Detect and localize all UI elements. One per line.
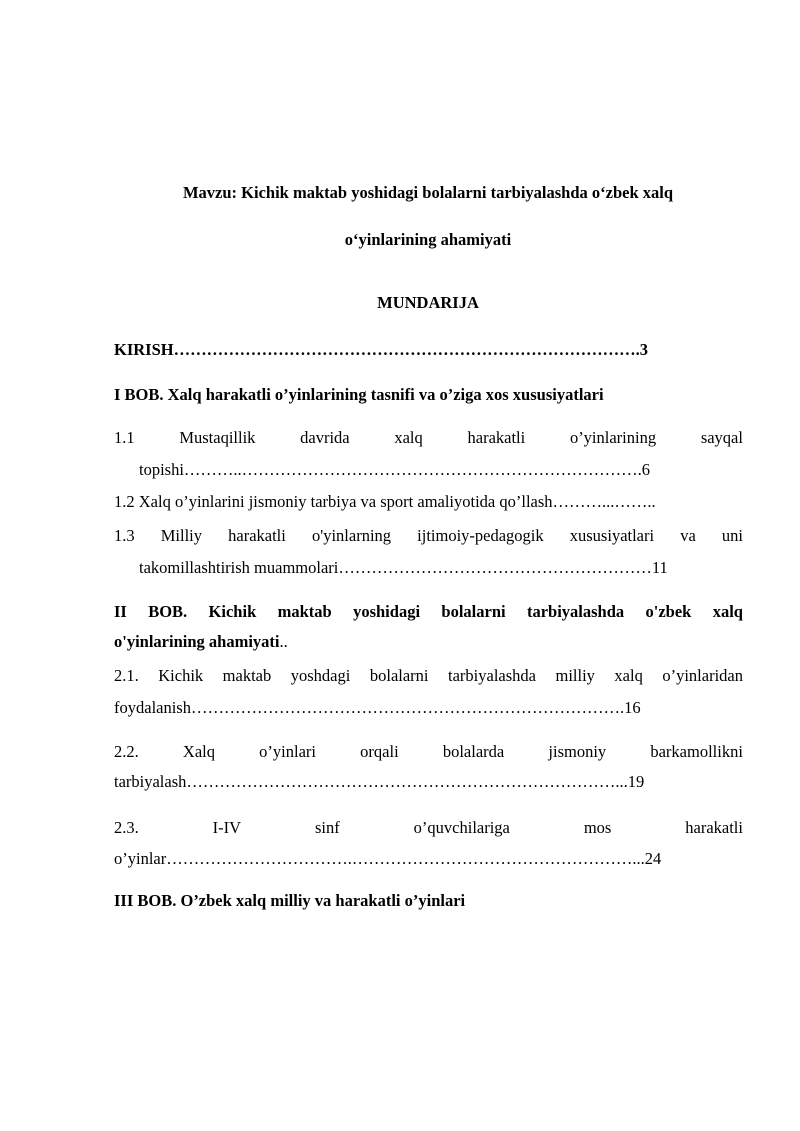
toc-entry-1-3-line-1: 1.3 Milliy harakatli o'yinlarning ijtimoiy-pedagogik xususiyatlari va uni — [114, 526, 743, 545]
toc-word: o’quvchilariga — [413, 818, 510, 837]
toc-entry-2-3-line-1 — [114, 818, 743, 838]
toc-word: Mustaqillik — [179, 428, 256, 447]
chapter-2-dots: .. — [279, 632, 288, 651]
toc-entry-2-1-line-1: 2.1. Kichik maktab yoshdagi bolalarni tarbiyalashda milliy xalq o’yinlaridan — [114, 666, 743, 685]
toc-entry-2-3-line-2: o’yinlar…………………………….……………………………………………...24 — [114, 849, 662, 868]
toc-word: orqali — [360, 742, 399, 761]
toc-word: 1.1 — [114, 428, 135, 447]
toc-word: harakatli — [685, 818, 743, 837]
toc-word: Xalq — [182, 742, 215, 761]
toc-entry-1-1-line-2: topishi………..……………………………………………………………….6 — [139, 460, 651, 479]
toc-word: 2.3. — [114, 818, 139, 837]
toc-entry-1-1-line-1 — [114, 428, 743, 448]
toc-entry-2-2-line-1 — [114, 742, 743, 762]
contents-heading: MUNDARIJA — [377, 293, 479, 312]
toc-entry-kirish: KIRISH………………………………………………………………………….3 — [114, 340, 648, 359]
toc-word: 2.2. — [114, 742, 139, 761]
toc-entry-chapter-2-line-2 — [114, 632, 743, 652]
toc-word: mos — [583, 818, 612, 837]
topic-title-line-2: o‘yinlarining ahamiyati — [344, 230, 512, 249]
topic-title-line-1: Mavzu: Kichik maktab yoshidagi bolalarni tarbiyalashda o‘zbek xalq — [182, 183, 674, 202]
toc-entry-chapter-2-line-1: II BOB. Kichik maktab yoshidagi bolalarni tarbiyalashda o'zbek xalq — [114, 602, 743, 621]
toc-entry-2-2-line-2: tarbiyalash……………………………………………………………………...19 — [114, 772, 645, 791]
toc-word: bolalarda — [442, 742, 505, 761]
toc-entry-2-1-line-2: foydalanish…………………………………………………………………….16 — [114, 698, 641, 717]
toc-word: I-IV — [212, 818, 242, 837]
toc-word: sayqal — [700, 428, 743, 447]
toc-word: jismoniy — [548, 742, 607, 761]
toc-word: o’yinlari — [259, 742, 316, 761]
toc-word: harakatli — [467, 428, 526, 447]
chapter-2-title-end: o'yinlarining ahamiyati — [114, 632, 280, 651]
toc-word: xalq — [394, 428, 423, 447]
toc-word: sinf — [315, 818, 340, 837]
toc-word: davrida — [300, 428, 350, 447]
toc-entry-1-2: 1.2 Xalq o’yinlarini jismoniy tarbiya va sport amaliyotida qo’llash………...…….. — [114, 492, 656, 511]
toc-entry-chapter-3: III BOB. O’zbek xalq milliy va harakatli o’yinlari — [114, 891, 466, 910]
toc-word: o’yinlarining — [569, 428, 657, 447]
toc-entry-1-3-line-2: takomillashtirish muammolari…………………………………………………11 — [139, 558, 668, 577]
toc-entry-chapter-1: I BOB. Xalq harakatli o’yinlarining tasnifi va o’ziga xos xususiyatlari — [114, 385, 604, 404]
toc-word: barkamollikni — [650, 742, 743, 761]
